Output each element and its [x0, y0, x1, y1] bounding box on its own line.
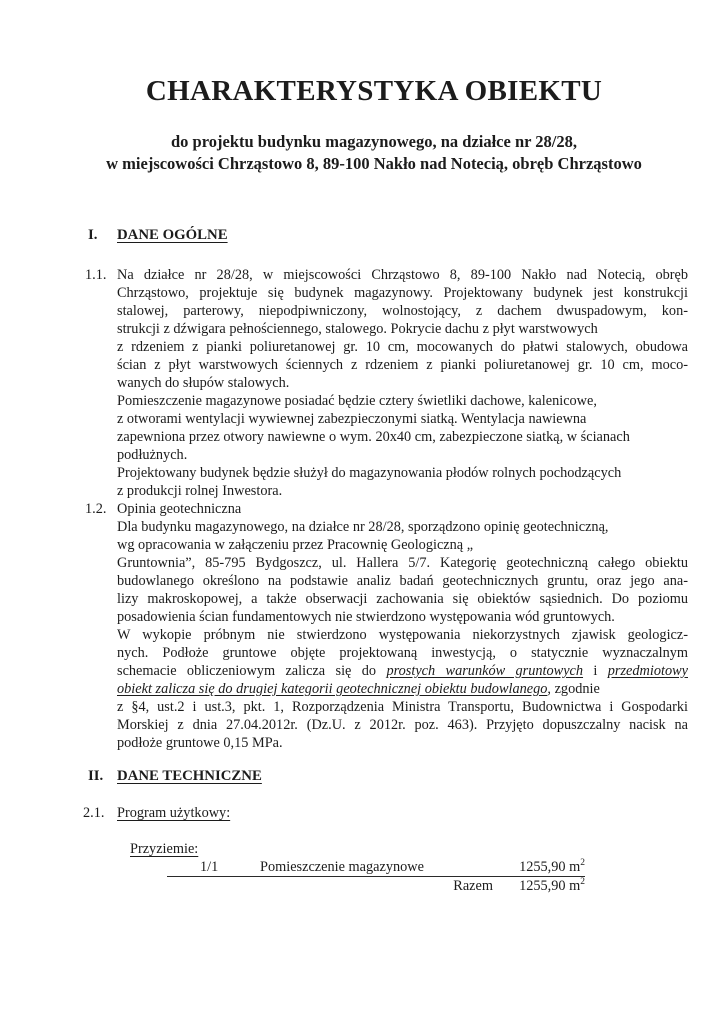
paragraph-line: Projektowany budynek będzie służył do magazynowania płodów rolnych pochodzących [117, 465, 622, 481]
line-text: schemacie obliczeniowym zalicza się do [117, 663, 387, 679]
usage-table [167, 858, 585, 895]
table-group-label [130, 840, 688, 858]
paragraph-line-emphasis [117, 680, 688, 698]
total-label: Razem [453, 878, 493, 894]
row-number-cell: 1/1 [200, 859, 219, 875]
paragraph-line: z produkcji rolnej Inwestora. [117, 483, 283, 499]
paragraph-1-2 [85, 500, 688, 752]
paragraph-subheading: Opinia geotechniczna [117, 501, 242, 517]
paragraph-line: podłużnych. [117, 447, 188, 463]
section-title: DANE OGÓLNE [117, 227, 228, 243]
paragraph-1-1 [85, 266, 688, 500]
paragraph-line: z §4, ust.2 i ust.3, pkt. 1, Rozporządzenia Ministra Transportu, Budownictwa i Gospodarki [117, 699, 688, 715]
section-heading-dane-techniczne [88, 767, 688, 785]
paragraph-line: wanych do słupów stalowych. [117, 375, 290, 391]
paragraph-line: z rdzeniem z pianki poliuretanowej gr. 10 cm, mocowanych do płatwi stalowych, obudowa [117, 339, 688, 355]
paragraph-line-emphasis [117, 662, 688, 680]
area-value: 1255,90 m [519, 878, 581, 894]
usage-program-block [117, 840, 688, 895]
total-area-cell [519, 877, 585, 895]
paragraph-number: 1.2. [85, 501, 107, 517]
paragraph-line: z otworami wentylacji wywiewnej zabezpieczonymi siatką. Wentylacja nawiewna [117, 411, 587, 427]
paragraph-2-1 [83, 804, 688, 822]
paragraph-line: Dla budynku magazynowego, na działce nr 28/28, sporządzono opinię geotechniczną, [117, 519, 609, 535]
paragraph-line: nych. Podłoże gruntowe objęte projektowaną inwestycją, o statycznie wyznaczalnym [117, 645, 688, 661]
superscript: 2 [580, 877, 585, 888]
paragraph-number: 1.1. [85, 267, 107, 283]
document-subtitle [85, 131, 663, 174]
paragraph-line: ścian z płyt warstwowych ściennych z rdzeniem z pianki poliuretanowej gr. 10 cm, moco- [117, 357, 688, 373]
paragraph-line: zapewniona przez otwory nawiewne o wym. 20x40 cm, zabezpieczone siatką, w ścianach [117, 429, 630, 445]
section-title: DANE TECHNICZNE [117, 768, 262, 784]
table-row [167, 858, 585, 877]
section-number: I. [88, 227, 98, 243]
row-area-cell [519, 858, 585, 876]
superscript: 2 [580, 858, 585, 869]
subtitle-line-2: w miejscowości Chrząstowo 8, 89-100 Nakło nad Notecią, obręb Chrząstowo [106, 153, 642, 173]
paragraph-line: Gruntownia”, 85-795 Bydgoszcz, ul. Hallera 5/7. Kategorię geotechniczną całego obiektu [117, 555, 688, 571]
paragraph-line: Pomieszczenie magazynowe posiadać będzie cztery świetliki dachowe, kalenicowe, [117, 393, 597, 409]
paragraph-line: Morskiej z dnia 27.04.2012r. (Dz.U. z 2012r. poz. 463). Przyjęto dopuszczalny nacisk na [117, 717, 688, 733]
emphasized-phrase: obiekt zalicza się do drugiej kategorii geotechnicznej obiektu budowlanego [117, 681, 548, 697]
subsection-title: Program użytkowy: [117, 805, 231, 821]
section-heading-dane-ogolne [88, 226, 688, 244]
group-label-text: Przyziemie: [130, 841, 199, 857]
row-name-cell: Pomieszczenie magazynowe [260, 859, 424, 875]
subtitle-line-1: do projektu budynku magazynowego, na działce nr 28/28, [171, 132, 577, 151]
section-number: II. [88, 768, 104, 784]
paragraph-line: stalowej, parterowy, niepodpiwniczony, wolnostojący, z dachem dwuspadowym, kon- [117, 303, 688, 319]
paragraph-line: Na działce nr 28/28, w miejscowości Chrząstowo 8, 89-100 Nakło nad Notecią, obręb [117, 267, 688, 283]
paragraph-line: lizy makroskopowej, a także obserwacji zachowania się obiektów sąsiednich. Do poziomu [117, 591, 688, 607]
paragraph-line: Chrząstowo, projektuje się budynek magazynowy. Projektowany budynek jest konstrukcji [117, 285, 688, 301]
paragraph-line: posadowienia ścian fundamentowych nie stwierdzono występowania wód gruntowych. [117, 609, 615, 625]
emphasized-phrase: przedmiotowy [607, 663, 688, 679]
paragraph-line: podłoże gruntowe 0,15 MPa. [117, 735, 283, 751]
area-value: 1255,90 m [519, 859, 581, 875]
paragraph-line: budowlanego określono na podstawie analiz badań geotechnicznych gruntu, oraz jego ana- [117, 573, 688, 589]
line-text: i [583, 663, 608, 679]
line-text: , zgodnie [547, 681, 600, 697]
paragraph-line: W wykopie próbnym nie stwierdzono występowania niekorzystnych zjawisk geologicz- [117, 627, 688, 643]
document-title: CHARAKTERYSTYKA OBIEKTU [145, 75, 603, 107]
table-total-row [167, 877, 585, 895]
paragraph-line: strukcji z dźwigara pełnościennego, stalowego. Pokrycie dachu z płyt warstwowych [117, 321, 598, 337]
emphasized-phrase: prostych warunków gruntowych [386, 663, 584, 679]
paragraph-line: wg opracowania w załączeniu przez Pracownię Geologiczną „ [117, 537, 474, 553]
paragraph-number: 2.1. [83, 805, 105, 821]
